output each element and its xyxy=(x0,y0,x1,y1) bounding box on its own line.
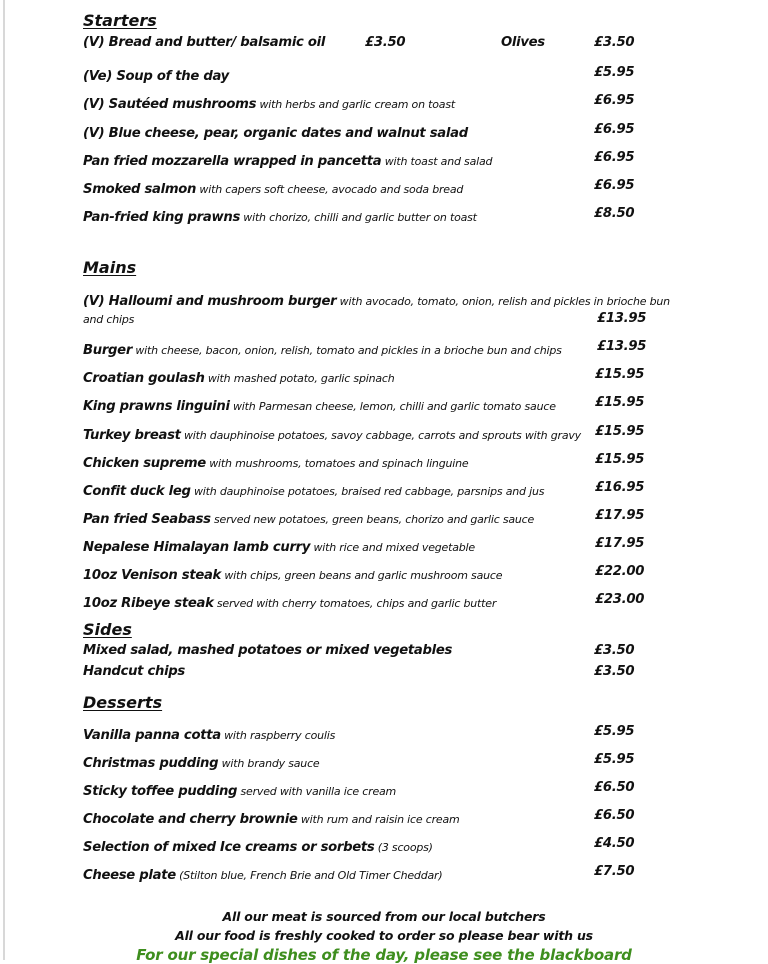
menu-item-name: (V) Bread and butter/ balsamic oil xyxy=(83,35,326,50)
menu-item-name: King prawns linguini xyxy=(83,399,230,414)
menu-item-name: Handcut chips xyxy=(83,664,185,679)
menu-item-description: served with cherry tomatoes, chips and garlic butter xyxy=(213,597,497,610)
page-edge-line xyxy=(3,0,5,960)
menu-item xyxy=(83,452,468,471)
menu-item-description: (Stilton blue, French Brie and Old Timer Cheddar) xyxy=(175,869,443,882)
menu-item-name: (V) Blue cheese, pear, organic dates and walnut salad xyxy=(83,126,468,141)
menu-item-name: Burger xyxy=(83,343,133,358)
menu-item-description: with chips, green beans and garlic mushroom sauce xyxy=(221,569,503,582)
menu-item-name: (V) Halloumi and mushroom burger xyxy=(83,294,337,309)
menu-item-price: £3.50 xyxy=(594,664,635,679)
menu-item-price: £5.95 xyxy=(594,724,635,739)
section-heading-mains: Mains xyxy=(83,258,137,277)
menu-item-name: Cheese plate xyxy=(83,868,176,883)
menu-item-name: Turkey breast xyxy=(83,428,181,443)
menu-item xyxy=(83,480,544,499)
menu-item-price: £6.50 xyxy=(594,780,635,795)
menu-item-name: (V) Sautéed mushrooms xyxy=(83,97,257,112)
menu-item xyxy=(83,592,496,611)
menu-item-description: (3 scoops) xyxy=(374,841,433,854)
menu-item xyxy=(83,836,433,855)
menu-item-name: Chocolate and cherry brownie xyxy=(83,812,298,827)
menu-item xyxy=(83,395,556,414)
menu-item-description: with cheese, bacon, onion, relish, tomato and pickles in a brioche bun and chips xyxy=(132,344,562,357)
menu-item-description-continued: and chips xyxy=(83,313,135,326)
menu-item xyxy=(83,93,455,112)
menu-item xyxy=(83,290,670,309)
menu-item-name: Selection of mixed Ice creams or sorbets xyxy=(83,840,375,855)
menu-item xyxy=(83,65,229,84)
menu-item-description: with dauphinoise potatoes, savoy cabbage, carrots and sprouts with gravy xyxy=(180,429,581,442)
menu-item-price: £5.95 xyxy=(594,752,635,767)
menu-item-name: Pan fried mozzarella wrapped in pancetta xyxy=(83,154,382,169)
menu-item-name: Croatian goulash xyxy=(83,371,205,386)
section-heading-sides: Sides xyxy=(83,620,132,639)
menu-item-name: Sticky toffee pudding xyxy=(83,784,238,799)
menu-item-description: with rice and mixed vegetable xyxy=(310,541,475,554)
menu-item-price: £7.50 xyxy=(594,864,635,879)
menu-item xyxy=(83,122,468,141)
menu-item-name: 10oz Venison steak xyxy=(83,568,222,583)
menu-item-price: £15.95 xyxy=(595,452,645,467)
menu-item-price: £8.50 xyxy=(594,206,635,221)
menu-item xyxy=(83,206,477,225)
menu-item-price: £3.50 xyxy=(594,35,635,50)
menu-item xyxy=(83,367,395,386)
menu-item-description: with herbs and garlic cream on toast xyxy=(256,98,455,111)
menu-item xyxy=(83,780,396,799)
menu-item xyxy=(83,536,475,555)
menu-item xyxy=(83,564,502,583)
menu-item-description: with chorizo, chilli and garlic butter on toast xyxy=(240,211,477,224)
menu-item-description: with capers soft cheese, avocado and soda bread xyxy=(196,183,464,196)
menu-item-price: £22.00 xyxy=(595,564,645,579)
menu-item-name: 10oz Ribeye steak xyxy=(83,596,214,611)
menu-item-price: £3.50 xyxy=(365,35,406,50)
menu-item-price: £6.95 xyxy=(594,150,635,165)
menu-item-description: served with vanilla ice cream xyxy=(237,785,397,798)
menu-item-name: Pan fried Seabass xyxy=(83,512,211,527)
footer-note-blackboard: For our special dishes of the day, please see the blackboard xyxy=(136,946,632,964)
menu-item-description: with toast and salad xyxy=(381,155,493,168)
menu-item-name: Pan-fried king prawns xyxy=(83,210,240,225)
menu-item-price: £6.95 xyxy=(594,122,635,137)
menu-item-price: £3.50 xyxy=(594,643,635,658)
menu-item-description: with dauphinoise potatoes, braised red cabbage, parsnips and jus xyxy=(190,485,545,498)
menu-item-price: £15.95 xyxy=(595,424,645,439)
menu-item-price: £16.95 xyxy=(595,480,645,495)
menu-item-price: £13.95 xyxy=(597,339,647,354)
menu-item xyxy=(83,508,534,527)
menu-item-name: Olives xyxy=(501,35,545,50)
menu-item-price: £15.95 xyxy=(595,395,645,410)
menu-item-description: with brandy sauce xyxy=(218,757,320,770)
menu-item xyxy=(83,724,335,743)
menu-item-price: £4.50 xyxy=(594,836,635,851)
menu-item-description: with mushrooms, tomatoes and spinach linguine xyxy=(205,457,469,470)
menu-item-description: with avocado, tomato, onion, relish and pickles in brioche bun xyxy=(336,295,670,308)
section-heading-desserts: Desserts xyxy=(83,693,163,712)
section-heading-starters: Starters xyxy=(83,11,157,30)
menu-item-name: Mixed salad, mashed potatoes or mixed vegetables xyxy=(83,643,453,658)
menu-item xyxy=(83,752,320,771)
menu-item xyxy=(83,864,442,883)
menu-item-name: Confit duck leg xyxy=(83,484,191,499)
menu-item xyxy=(83,339,562,358)
menu-item xyxy=(83,150,492,169)
menu-item-name: (Ve) Soup of the day xyxy=(83,69,229,84)
menu-item-price: £6.95 xyxy=(594,93,635,108)
menu-item-price: £5.95 xyxy=(594,65,635,80)
menu-item-description: with mashed potato, garlic spinach xyxy=(204,372,395,385)
menu-item-description: with rum and raisin ice cream xyxy=(297,813,460,826)
menu-item-description: with raspberry coulis xyxy=(220,729,336,742)
menu-item-name: Smoked salmon xyxy=(83,182,197,197)
menu-item xyxy=(83,424,581,443)
footer-note-cooked: All our food is freshly cooked to order so please bear with us xyxy=(175,928,593,943)
menu-item-price: £17.95 xyxy=(595,508,645,523)
menu-item-name: Chicken supreme xyxy=(83,456,206,471)
menu-item-name: Vanilla panna cotta xyxy=(83,728,221,743)
menu-item-price: £6.50 xyxy=(594,808,635,823)
menu-item-price: £23.00 xyxy=(595,592,645,607)
footer-note-meat: All our meat is sourced from our local butchers xyxy=(222,909,546,924)
menu-item-price: £15.95 xyxy=(595,367,645,382)
menu-item-price: £13.95 xyxy=(597,311,647,326)
menu-item-description: served new potatoes, green beans, chorizo and garlic sauce xyxy=(210,513,535,526)
menu-item xyxy=(83,178,463,197)
menu-item xyxy=(83,808,460,827)
menu-item-description: with Parmesan cheese, lemon, chilli and garlic tomato sauce xyxy=(229,400,556,413)
menu-item-price: £6.95 xyxy=(594,178,635,193)
menu-item-name: Christmas pudding xyxy=(83,756,219,771)
menu-item-name: Nepalese Himalayan lamb curry xyxy=(83,540,311,555)
menu-item-price: £17.95 xyxy=(595,536,645,551)
